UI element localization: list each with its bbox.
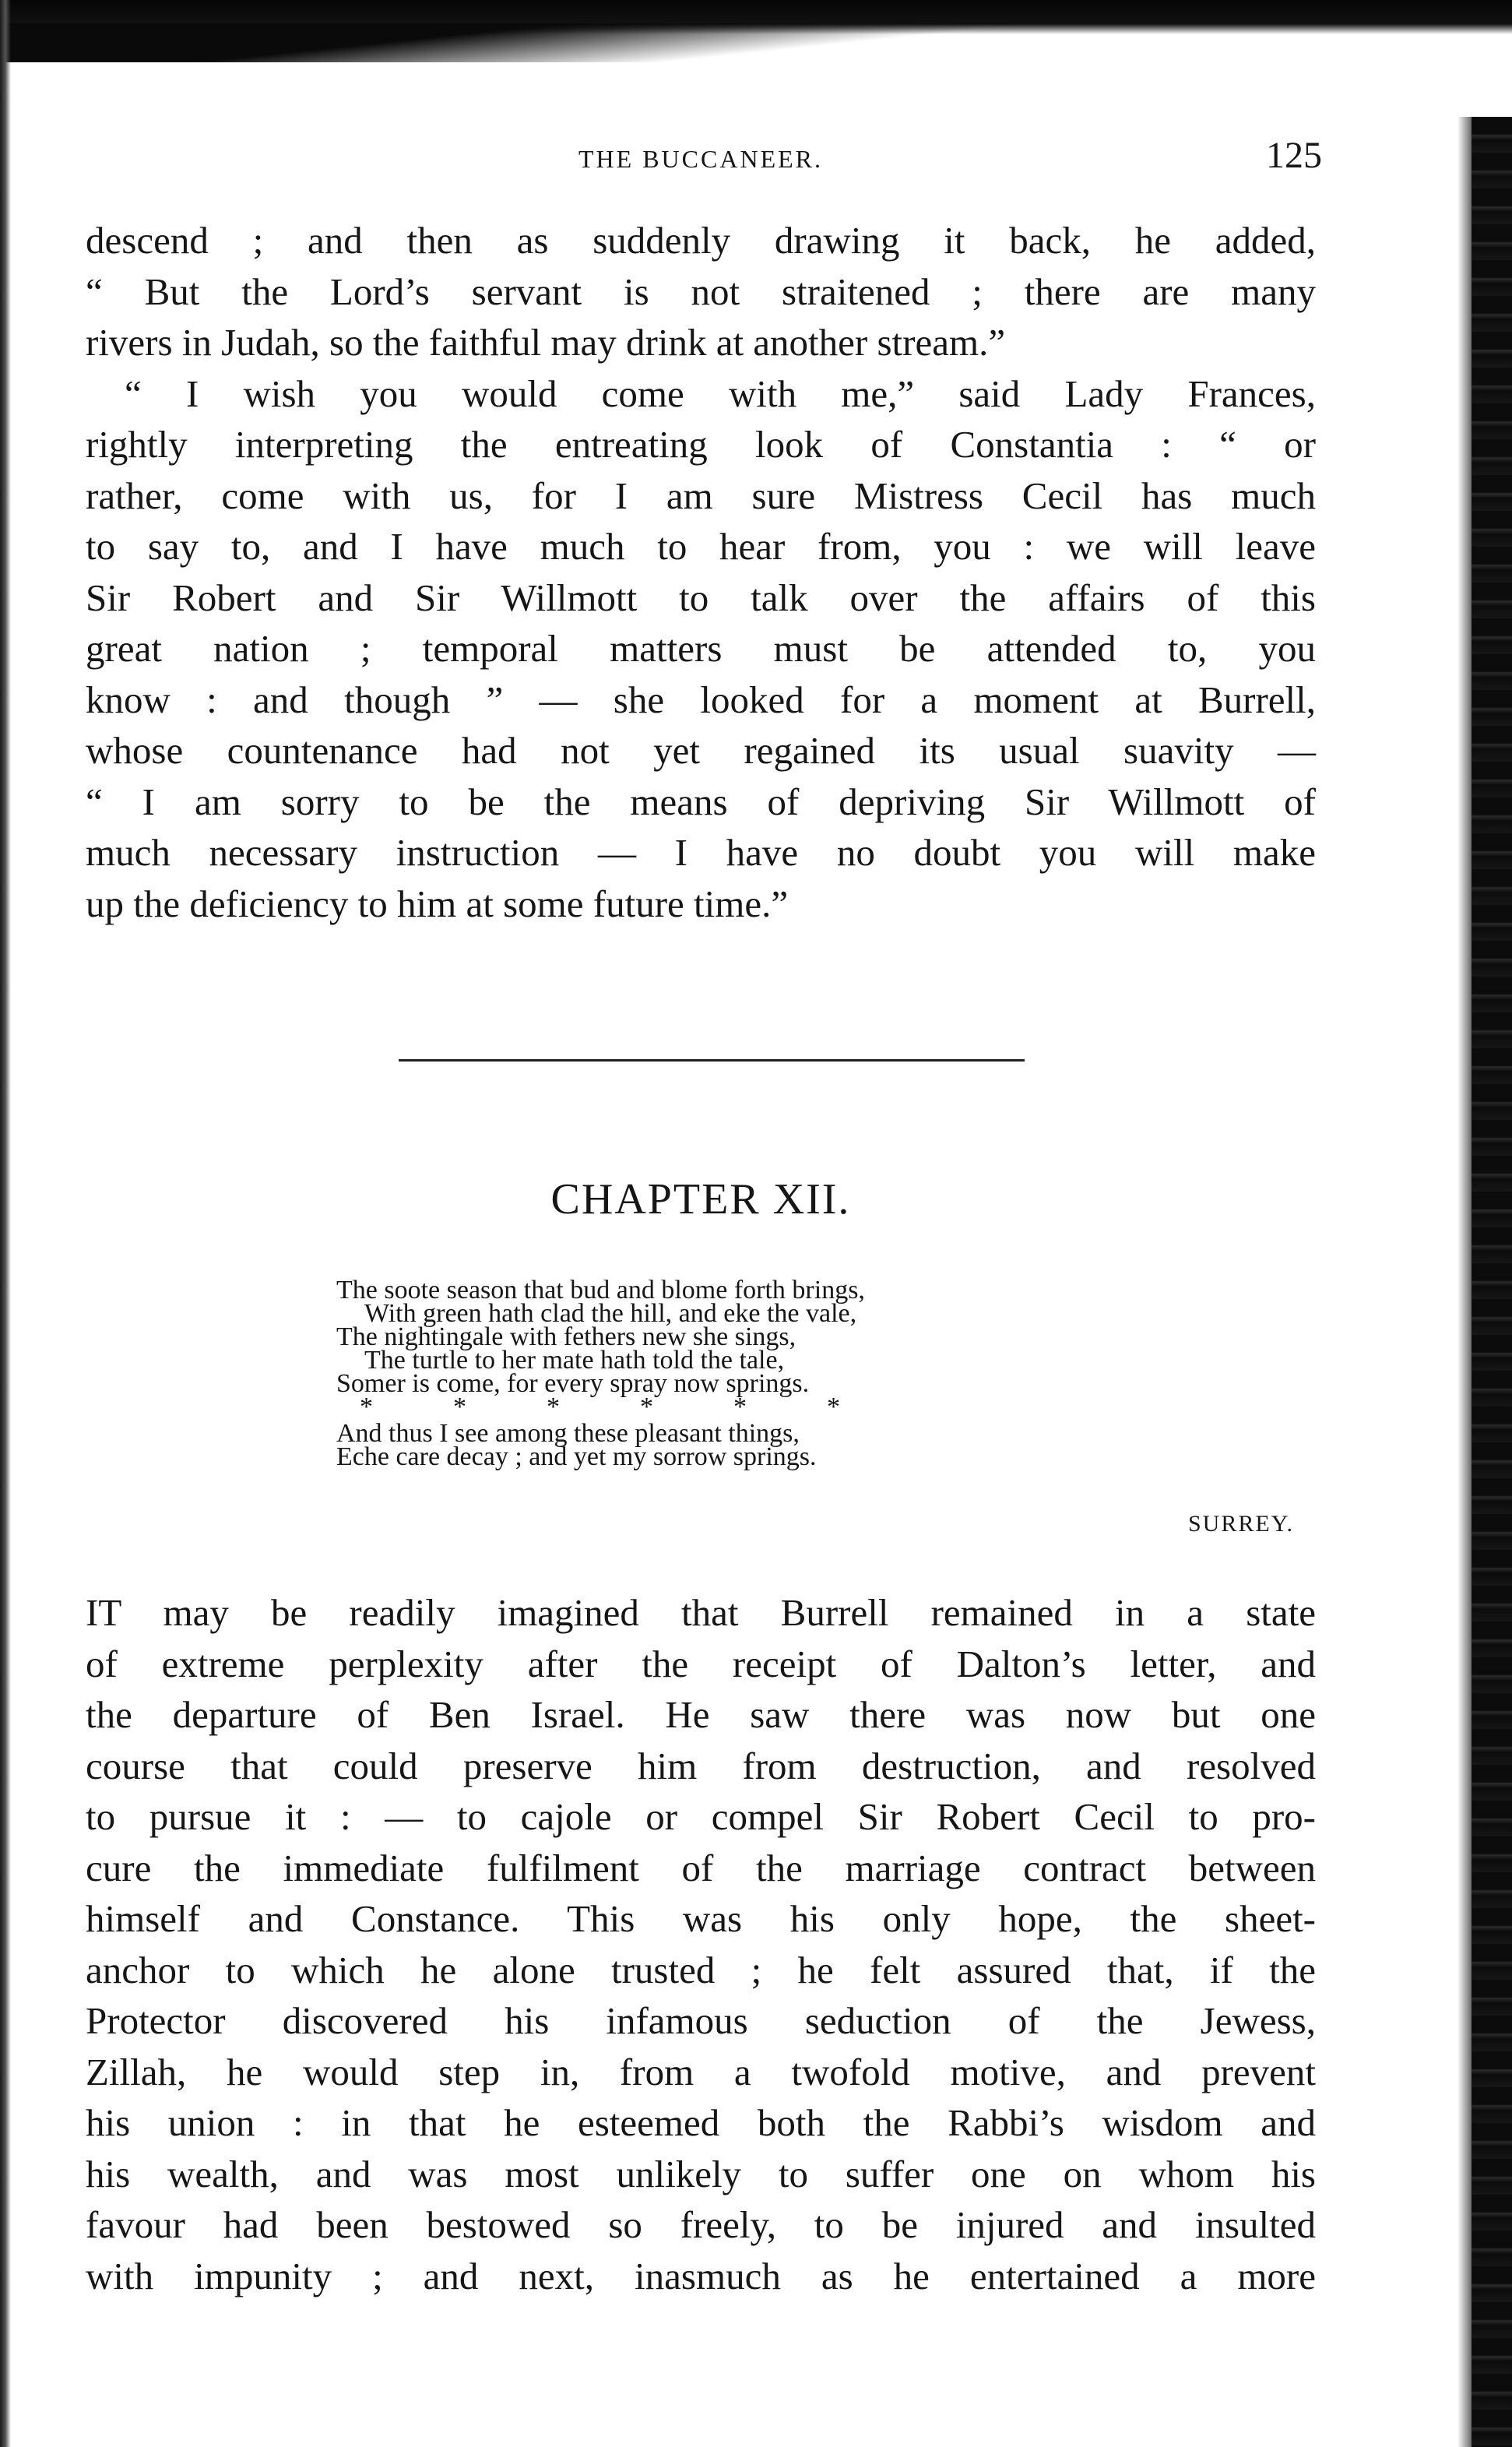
text-line: rivers in Judah, so the faithful may drink at another stream.” [86, 321, 1006, 364]
text-line: know : and though ” — she looked for a moment at Burrell, [86, 678, 1316, 721]
text-line: of extreme perplexity after the receipt of Dalton’s letter, and [86, 1642, 1316, 1685]
text-line: favour had been bestowed so freely, to be injured and insulted [86, 2203, 1316, 2246]
text-line: to say to, and I have much to hear from, you : we will leave [86, 525, 1316, 568]
body-top-paragraphs [86, 215, 1316, 929]
text-line: “ I am sorry to be the means of depriving Sir Willmott of [86, 780, 1316, 823]
star-mark: * [733, 1393, 747, 1421]
scan-left-border [0, 0, 11, 2447]
text-line: “ But the Lord’s servant is not straitened ; there are many [86, 269, 1316, 313]
epigraph-attribution: SURREY. [1188, 1511, 1294, 1537]
text-line: rightly interpreting the entreating look of Constantia : “ or [86, 423, 1316, 466]
body-chapter-paragraphs [86, 1587, 1316, 2301]
star-mark: * [547, 1393, 560, 1421]
text-line: Zillah, he would step in, from a twofold motive, and prevent [86, 2050, 1316, 2093]
star-mark: * [640, 1393, 653, 1421]
chapter-heading: CHAPTER XII. [550, 1175, 851, 1224]
epigraph-line: And thus I see among these pleasant things, [336, 1419, 800, 1448]
text-line: course that could preserve him from destruction, and resolved [86, 1744, 1316, 1787]
text-line: great nation ; temporal matters must be attended to, you [86, 627, 1316, 670]
epigraph-line: The turtle to her mate hath told the tale, [364, 1346, 785, 1375]
running-title: THE BUCCANEER. [578, 145, 823, 173]
text-line: cure the immediate fulfilment of the marriage contract between [86, 1846, 1316, 1889]
text-line: himself and Constance. This was his only hope, the sheet- [86, 1897, 1316, 1940]
text-line: his wealth, and was most unlikely to suffer one on whom his [86, 2152, 1316, 2195]
section-divider [399, 1059, 1025, 1062]
epigraph-stars [336, 1393, 1294, 1422]
text-line: his union : in that he esteemed both the Rabbi’s wisdom and [86, 2101, 1316, 2144]
scan-top-shadow [0, 23, 1512, 62]
epigraph-line: The nightingale with fethers new she sings, [336, 1322, 796, 1351]
text-line: up the deficiency to him at some future time.” [86, 882, 789, 925]
text-line: to pursue it : — to cajole or compel Sir Robert Cecil to pro- [86, 1795, 1316, 1838]
star-mark: * [827, 1393, 840, 1421]
text-line: much necessary instruction — I have no doubt you will make [86, 831, 1316, 874]
text-line: descend ; and then as suddenly drawing it back, he added, [86, 219, 1316, 262]
epigraph-line: Somer is come, for every spray now springs. [336, 1369, 810, 1398]
epigraph [336, 1276, 1294, 1537]
text-line: Protector discovered his infamous seduction of the Jewess, [86, 1999, 1316, 2042]
text-line: “ I wish you would come with me,” said Lady Frances, [125, 371, 1316, 415]
running-head [86, 134, 1322, 181]
epigraph-line: The soote season that bud and blome forth brings, [336, 1276, 865, 1304]
text-line: rather, come with us, for I am sure Mistress Cecil has much [86, 474, 1316, 517]
star-mark: * [360, 1393, 373, 1421]
epigraph-line: Eche care decay ; and yet my sorrow springs. [336, 1442, 817, 1471]
scan-right-shadow [1457, 117, 1472, 2447]
text-line: whose countenance had not yet regained its usual suavity — [86, 729, 1316, 772]
scan-right-binding [1472, 117, 1512, 2447]
epigraph-line: With green hath clad the hill, and eke the vale, [364, 1299, 857, 1328]
star-mark: * [453, 1393, 466, 1421]
text-line: IT may be readily imagined that Burrell remained in a state [86, 1591, 1316, 1634]
text-line: anchor to which he alone trusted ; he felt assured that, if the [86, 1948, 1316, 1991]
text-line: with impunity ; and next, inasmuch as he entertained a more [86, 2254, 1316, 2297]
text-line: the departure of Ben Israel. He saw there was now but one [86, 1693, 1316, 1736]
text-line: Sir Robert and Sir Willmott to talk over the affairs of this [86, 576, 1316, 619]
page-number: 125 [1266, 135, 1322, 176]
